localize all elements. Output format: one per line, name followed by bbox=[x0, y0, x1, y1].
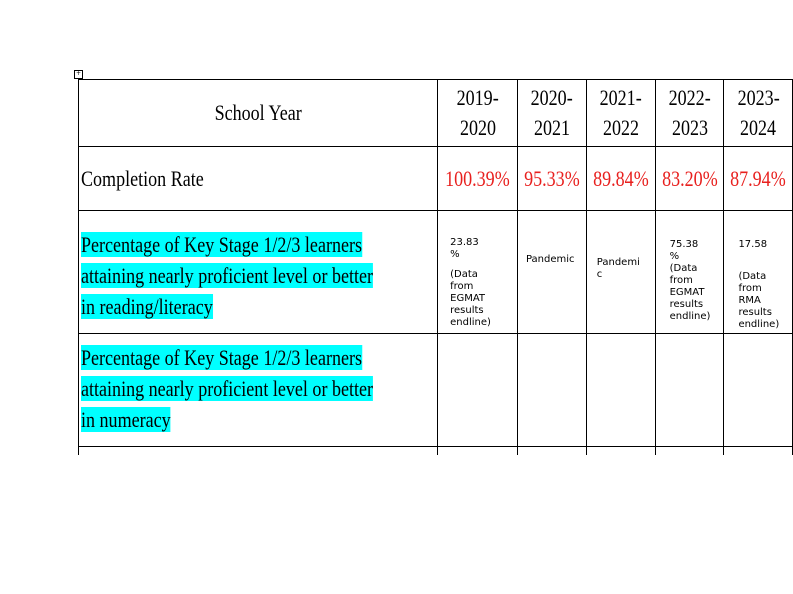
completion-value: 83.20% bbox=[655, 147, 724, 211]
year-cell: 2023- 2024 bbox=[724, 80, 793, 147]
completion-label-cell bbox=[79, 147, 438, 211]
numeracy-value-cell bbox=[655, 334, 724, 447]
numeracy-label-line: Percentage of Key Stage 1/2/3 learners bbox=[81, 345, 363, 370]
numeracy-value-cell bbox=[517, 334, 586, 447]
reading-label-cell bbox=[79, 211, 438, 334]
reading-value: 75.38 bbox=[669, 239, 699, 250]
reading-value-cell: 75.38 % (Data from EGMAT results endline) bbox=[655, 211, 724, 334]
numeracy-label-cell bbox=[79, 334, 438, 447]
year-cell: 2020- 2021 bbox=[517, 80, 586, 147]
reading-value: 17.58 bbox=[738, 239, 768, 250]
reading-unit: % bbox=[669, 251, 680, 262]
numeracy-label-line: in numeracy bbox=[81, 407, 171, 432]
completion-value: 89.84% bbox=[586, 147, 655, 211]
numeracy-row bbox=[79, 334, 793, 447]
table-continuation bbox=[79, 447, 793, 456]
completion-label: Completion Rate bbox=[81, 165, 204, 191]
completion-value: 95.33% bbox=[517, 147, 586, 211]
school-data-table bbox=[78, 79, 793, 455]
header-label-cell bbox=[79, 80, 438, 147]
numeracy-label-line: attaining nearly proficient level or better bbox=[81, 376, 374, 401]
reading-label-line: Percentage of Key Stage 1/2/3 learners bbox=[81, 232, 363, 257]
completion-value: 87.94% bbox=[724, 147, 793, 211]
reading-label-line: attaining nearly proficient level or better bbox=[81, 263, 374, 288]
reading-value: Pandemic bbox=[525, 254, 575, 265]
reading-value-cell: 23.83 % (Data from EGMAT results endline) bbox=[438, 211, 518, 334]
numeracy-value-cell bbox=[724, 334, 793, 447]
reading-value: 23.83 bbox=[450, 237, 479, 248]
reading-label-line: in reading/literacy bbox=[81, 294, 213, 319]
numeracy-value-cell bbox=[438, 334, 518, 447]
header-label: School Year bbox=[214, 100, 302, 125]
reading-value-cell: Pandemi c bbox=[586, 211, 655, 334]
reading-row bbox=[79, 211, 793, 334]
numeracy-value-cell bbox=[586, 334, 655, 447]
year-cell: 2022- 2023 bbox=[655, 80, 724, 147]
completion-row bbox=[79, 147, 793, 211]
reading-value: Pandemi bbox=[596, 257, 640, 268]
year-cell: 2021- 2022 bbox=[586, 80, 655, 147]
completion-value: 100.39% bbox=[438, 147, 518, 211]
year-cell: 2019- 2020 bbox=[438, 80, 518, 147]
table-anchor-icon[interactable]: + bbox=[75, 70, 82, 77]
reading-value-cell bbox=[517, 211, 586, 334]
reading-unit: % bbox=[450, 249, 460, 260]
header-row bbox=[79, 80, 793, 147]
reading-value-cell: 17.58 (Data from RMA results endline) bbox=[724, 211, 793, 334]
